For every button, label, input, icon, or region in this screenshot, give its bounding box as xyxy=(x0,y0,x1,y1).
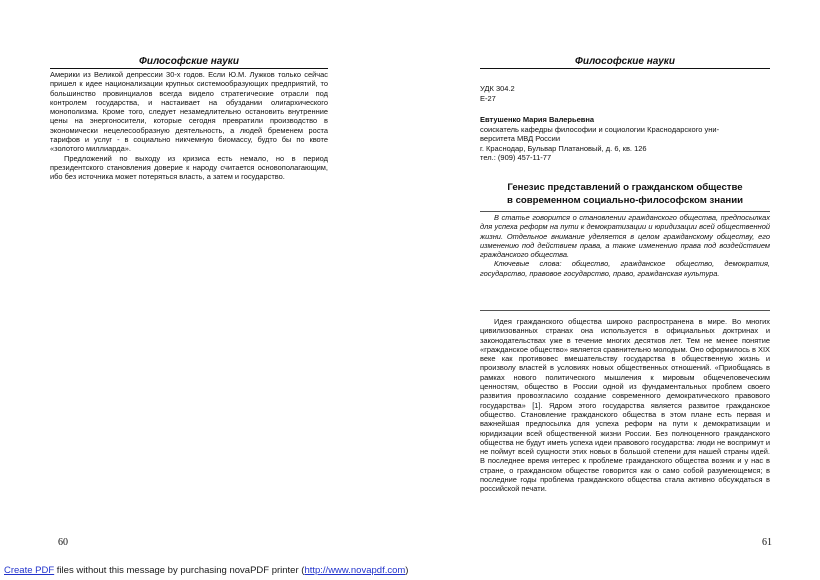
header-rule xyxy=(50,68,328,69)
keywords: Ключевые слова: общество, гражданское общество, демократия, государство, правовое государство, право, гражданская культура. xyxy=(480,259,770,278)
abstract-bottom-rule xyxy=(480,310,770,311)
running-head: Философские науки xyxy=(575,56,675,67)
running-head: Философские науки xyxy=(139,56,239,67)
author-block xyxy=(480,115,770,163)
page-number: 60 xyxy=(58,537,68,548)
header-rule xyxy=(480,68,770,69)
footer-text-end: ) xyxy=(405,565,409,576)
author-name: Евтушенко Мария Валерьевна xyxy=(480,115,595,124)
affiliation-line: верситета МВД России xyxy=(480,134,561,143)
left-body-text xyxy=(50,70,328,182)
article-meta xyxy=(480,84,515,103)
title-line: Генезис представлений о гражданском обществе xyxy=(507,182,743,193)
page-number: 61 xyxy=(762,537,772,548)
footer-text: files without this message by purchasing novaPDF printer ( xyxy=(54,565,305,576)
create-pdf-link[interactable]: Create PDF xyxy=(4,565,55,576)
author-phone: тел.: (909) 457-11-77 xyxy=(480,153,552,162)
affiliation-line: соискатель кафедры философии и социологии Краснодарского уни- xyxy=(480,124,720,134)
right-page xyxy=(410,0,820,565)
paragraph: Идея гражданского общества широко распространена в мире. Во многих цивилизованных странах она используется в официальных доктринах и законодательствах уже в течение многих десятков лет. Тем не менее понятие «гражданское общество» является сравнительно молодым. Оно оформилось в XIX веке как противовес вмешательству государства в общественную жизнь и произволу властей в условиях новых общественных отношений. «Приобщаясь в рамках нового политического мышления к мировым общечеловеческим ценностям, общество в России одной из фундаментальных проблем своего развития провозгласило создание современного демократического правового государства» [1]. Ядром этого государства является развитое гражданское общество. Становление гражданского общества в этом плане есть первая и важнейшая предпосылка для успеха реформ на пути к демократизации и юридизации всей общественной жизни России. Без полноценного гражданского общества не будут иметь успеха идеи правового государства: люди не воспримут и не поймут всей сущности этих новых в большой степени для нашей страны идей. В последнее время интерес к проблеме гражданского общества возник и у нас в стране, о гражданском обществе говорится как о само собой разумеющемся; в последние годы проблема гражданского общества стала активно обсуждаться в российской печати. xyxy=(480,317,770,494)
article-title xyxy=(480,182,770,207)
paragraph: Предложений по выходу из кризиса есть немало, но в период президентского становления доверие к народу считается основополагающим, ибо без источника может потеряться власть, а затем и государство. xyxy=(50,153,328,182)
bbk-code: Е-27 xyxy=(480,93,496,103)
novapdf-link[interactable]: http://www.novapdf.com xyxy=(304,565,406,576)
abstract-block xyxy=(480,213,770,278)
abstract-top-rule xyxy=(480,211,770,212)
left-page xyxy=(0,0,410,565)
author-address: г. Краснодар, Бульвар Платановый, д. 6, кв. 126 xyxy=(480,143,647,153)
paragraph: Америки из Великой депрессии 30-х годов. Если Ю.М. Лужков только сейчас пришел к идее национализации крупных системообразующих предприятий, то большинство провинциалов всегда видело стратегические отрасли под контролем государства, и настаивает на обуздании олигархического монополизма. Кроме того, следует незамедлительно остановить внутренние цены на энергоносители, которые сегодня превратили производство в экономически нецелесообразную деятельность, а людей бременем роста тарифов и услуг - в социально никчемную биомассу, будто бы по квоте «золотого миллиарда». xyxy=(50,70,328,154)
right-body-text xyxy=(480,317,770,494)
udc-code: УДК 304.2 xyxy=(480,84,515,93)
abstract-text: В статье говорится о становлении гражданского общества, предпосылках для успеха реформ на пути к демократизации и юридизации всей общественной жизни. Отдельное внимание уделяется в целом гражданскому обществу, его изменению под действием права, а также изменению права под воздействием гражданского общества. xyxy=(480,213,770,260)
title-line: в современном социально-философском знании xyxy=(507,194,743,206)
pdf-footer xyxy=(4,565,408,577)
